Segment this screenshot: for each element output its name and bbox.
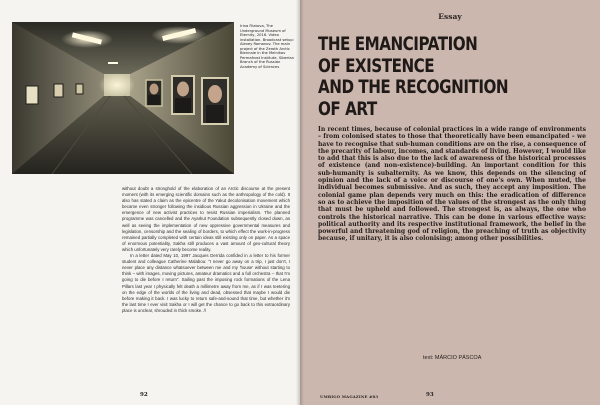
magazine-name: UMBIGO MAGAZINE #83: [320, 394, 379, 399]
gutter-shadow: [296, 0, 304, 405]
page-number-right: 93: [426, 392, 434, 398]
left-paragraph-1: without doubt a stronghold of the elaboration of an Arctic discourse at the present moment (with its emerging scientific domains such as the anthropology of the cold). It also has stated a claim as the epicentre of the Yakut decolonisation movement which became even stronger following the insidious Russian aggression in Ukraine and the emergence of new activist practices to resist Russian imperialism. The planned programme was cancelled and the Ayarkut Foundation subsequently closed down, as well as seeing the implementation of new oppressive governmental measures and legislation, censorship and the sealing of borders, to which effect the work-in-progress remained partially completed with certain ideas still existing only on paper. As a space of enormous potentiality, Sakha still produces a vast amount of geo-cultural theory which unfortunately very rarely become reality.: [122, 186, 290, 252]
tunnel-photo: [12, 22, 234, 174]
left-paragraph-2: In a letter dated May 10, 1997 Jacques Derrida confided in a letter to his former student and colleague Catherine Malabou: "I never go away on a trip, I just don't, I never place any distance whatsoever between me and my 'house' without starting to think – with images, moving pictures, amateur dramatics and a full orchestra – that I'm going to die before I return". Sailing past the imposing rock formations of the Lena Pillars last year I physically felt death a millimetre away from me, as if I was teetering on the edge of the worlds of the living and dead, obsessed that maybe I would die before making it back. I was lucky to return safe-and-sound that time, but whether it's the last time I ever visit Sakha or I will get the chance to go back to this extraordinary place is unclear, shrouded in thick smoke. //: [122, 253, 290, 313]
title-line: OF ART: [318, 98, 377, 120]
title-line: AND THE RECOGNITION: [318, 77, 509, 98]
article-title: [318, 34, 539, 120]
title-line: OF EXISTENCE: [318, 55, 435, 77]
author-credit: text: MÁRCIO PÁSCOA: [423, 355, 482, 361]
page-number-left: 92: [140, 392, 148, 398]
section-label: Essay: [438, 12, 462, 21]
left-body-text: [122, 186, 290, 386]
article-lead: In recent times, because of colonial practices in a wide range of environments – from colonised states to those that theoretically have been emancipated – we have to recognise that sub-human conditions are on the rise, a consequence of the precarity of labour, incomes, and standards of living. However, I would like to add that this is also due to the lack of awareness of the historical processes of existence (and non-existence)-building. An important condition for this sub-humanity is subalternity. As we know, this depends on the silencing of opinion and the lack of a voice or discourse of one's own. When muted, the individual becomes submissive. And as such, they accept any imposition. The colonial game plan depends very much on this: the eradication of difference so as to achieve the imposition of the values of the strongest as the only thing that must be upheld and followed. The strongest is, as always, the one who controls the historical narrative. This can be done in various effective ways: political authority and its respective institutional framework, the belief in the powerful and threatening god of religion, the preaching of truth as objectivity because, if unitary, it is also colonising; among other possibilities.: [318, 126, 586, 243]
title-line: THE EMANCIPATION: [318, 34, 478, 55]
photo-caption: Irina Filatova, The Underground Museum of Eternity, 2016. Video installation. Broadcast setup: Alexey Romanov. The main project of the Zeroth Arctic Biennale in the Melnikov Permafrost Institute, Siberian Branch of the Russian Academy of Sciences: [240, 24, 294, 69]
